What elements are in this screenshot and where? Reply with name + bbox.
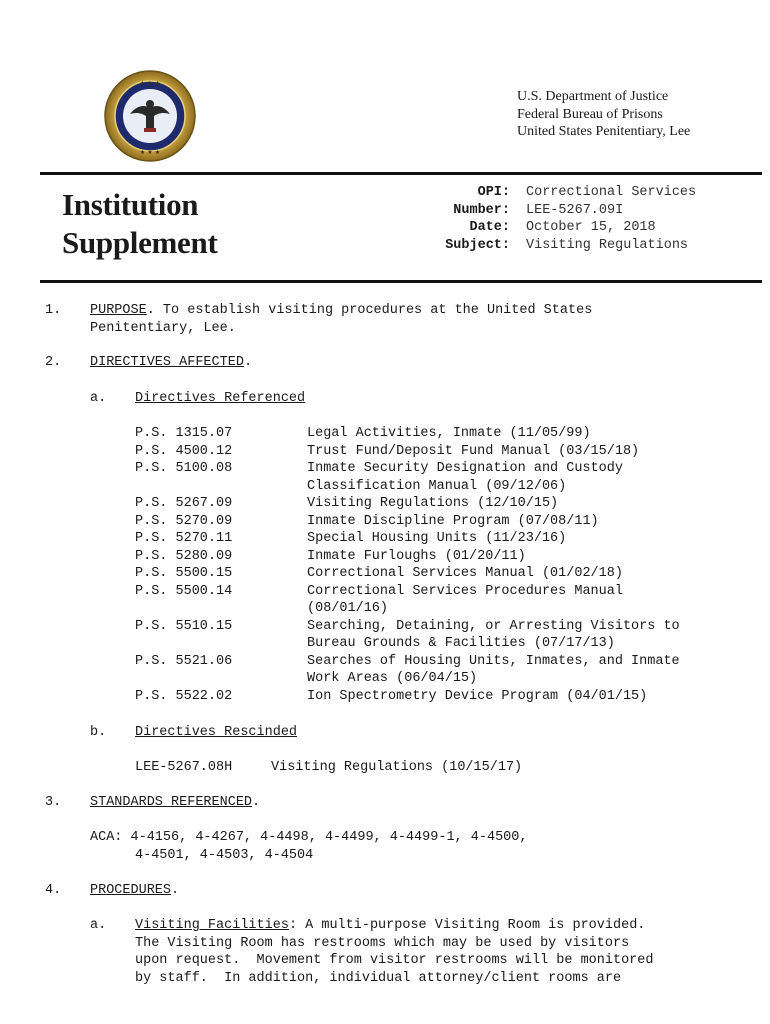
section-heading: PURPOSE — [90, 303, 147, 318]
section-text: Penitentiary, Lee. — [90, 320, 236, 336]
meta-subject — [420, 237, 696, 255]
section-4-number: 4. — [45, 883, 62, 898]
subsection-2a-letter: a. — [90, 391, 107, 406]
standards-line-2: 4-4501, 4-4503, 4-4504 — [135, 848, 314, 863]
agency-line: U.S. Department of Justice — [517, 89, 669, 104]
directive-row — [135, 618, 697, 653]
meta-opi — [420, 184, 696, 202]
directive-row — [135, 443, 697, 461]
meta-value: Visiting Regulations — [526, 237, 689, 253]
directive-description: Inmate Security Designation and Custody Classification Manual (09/12/06) — [307, 461, 623, 494]
paragraph-line: The Visiting Room has restrooms which may be used by visitors — [135, 935, 630, 951]
meta-value: LEE-5267.09I — [526, 202, 624, 218]
document-title — [62, 186, 217, 262]
section-text: . To establish visiting procedures at the United States — [146, 303, 593, 318]
paragraph-line: upon request. Movement from visitor restrooms will be monitored — [135, 953, 654, 968]
paragraph-line: by staff. In addition, individual attorney/client rooms are — [135, 970, 622, 986]
directives-referenced-list — [135, 425, 697, 705]
directive-code: P.S. 5500.15 — [135, 566, 233, 581]
section-heading: DIRECTIVES AFFECTED — [90, 355, 244, 370]
meta-label: Date: — [469, 220, 510, 235]
title-line-1: Institution — [62, 187, 199, 222]
directive-description: Ion Spectrometry Device Program (04/01/15) — [307, 688, 648, 704]
rescinded-item — [135, 759, 522, 777]
directive-description: Inmate Furloughs (01/20/11) — [307, 548, 526, 564]
directive-row — [135, 513, 697, 531]
directive-row — [135, 653, 697, 688]
section-1-purpose — [90, 302, 750, 337]
document-meta — [420, 184, 696, 254]
meta-label: Subject: — [445, 237, 510, 253]
directive-code: P.S. 5510.15 — [135, 618, 233, 634]
directive-row — [135, 583, 697, 618]
directive-row — [135, 548, 697, 566]
subsection-2a-heading: Directives Referenced — [135, 391, 306, 406]
directive-code: P.S. 5270.09 — [135, 513, 233, 529]
directive-row — [135, 495, 697, 513]
agency-block — [517, 88, 690, 141]
subsection-4a-letter: a. — [90, 918, 107, 933]
svg-text:★ ★ ★: ★ ★ ★ — [139, 80, 161, 87]
directive-description: Special Housing Units (11/23/16) — [307, 531, 567, 546]
directive-code: P.S. 5280.09 — [135, 548, 233, 564]
directive-description: Searches of Housing Units, Inmates, and Inmate Work Areas (06/04/15) — [307, 653, 680, 686]
header-rule-top — [40, 172, 762, 175]
subsection-2b-heading: Directives Rescinded — [135, 725, 298, 740]
directive-code: P.S. 5270.11 — [135, 531, 233, 546]
directive-description: Trust Fund/Deposit Fund Manual (03/15/18) — [307, 443, 640, 459]
section-heading: PROCEDURES — [90, 883, 172, 898]
title-line-2: Supplement — [62, 225, 218, 260]
directive-row — [135, 460, 697, 495]
section-4-heading — [90, 882, 179, 900]
directive-code: P.S. 5100.08 — [135, 461, 233, 476]
directive-code: P.S. 5521.06 — [135, 653, 233, 669]
directive-code: P.S. 1315.07 — [135, 426, 233, 441]
directive-row — [135, 425, 697, 443]
meta-date — [420, 219, 696, 237]
directive-row — [135, 688, 697, 706]
header-rule-bottom — [40, 280, 762, 283]
section-3-heading — [90, 794, 260, 812]
meta-value: October 15, 2018 — [526, 220, 656, 235]
section-2-heading — [90, 354, 252, 372]
agency-line: Federal Bureau of Prisons — [517, 106, 663, 122]
directive-row — [135, 565, 697, 583]
directive-code: P.S. 5500.14 — [135, 583, 233, 599]
heading-suffix: . — [243, 355, 253, 370]
rescinded-code: LEE-5267.08H — [135, 760, 233, 775]
section-heading: STANDARDS REFERENCED — [90, 795, 253, 810]
subsection-4a-body — [135, 917, 755, 987]
standards-line-1: ACA: 4-4156, 4-4267, 4-4498, 4-4499, 4-4499-1, 4-4500, — [90, 830, 528, 845]
directive-code: P.S. 5522.02 — [135, 688, 233, 704]
directive-row — [135, 530, 697, 548]
directive-description: Legal Activities, Inmate (11/05/99) — [307, 426, 591, 441]
section-1-number: 1. — [45, 303, 62, 318]
section-2-number: 2. — [45, 355, 62, 370]
meta-label: OPI: — [477, 185, 510, 200]
heading-suffix: . — [252, 795, 261, 810]
meta-label: Number: — [453, 202, 510, 218]
svg-text:★ ★ ★: ★ ★ ★ — [139, 149, 161, 156]
directive-code: P.S. 5267.09 — [135, 496, 233, 511]
directive-description: Visiting Regulations (12/10/15) — [307, 496, 559, 511]
directive-description: Searching, Detaining, or Arresting Visitors to Bureau Grounds & Facilities (07/17/13) — [307, 618, 680, 651]
meta-value: Correctional Services — [526, 185, 697, 200]
heading-suffix: . — [171, 883, 180, 898]
directive-description: Correctional Services Manual (01/02/18) — [307, 566, 623, 581]
section-3-number: 3. — [45, 795, 62, 810]
meta-number — [420, 202, 696, 220]
paragraph-line: : A multi-purpose Visiting Room is provided. — [288, 918, 646, 933]
bop-seal-logo — [104, 70, 196, 162]
directive-description: Inmate Discipline Program (07/08/11) — [307, 513, 599, 529]
rescinded-desc: Visiting Regulations (10/15/17) — [271, 760, 523, 775]
directive-description: Correctional Services Procedures Manual (08/01/16) — [307, 583, 623, 616]
agency-line: United States Penitentiary, Lee — [517, 124, 691, 139]
directive-code: P.S. 4500.12 — [135, 443, 233, 459]
subsection-heading: Visiting Facilities — [135, 918, 289, 933]
subsection-2b-letter: b. — [90, 725, 107, 740]
